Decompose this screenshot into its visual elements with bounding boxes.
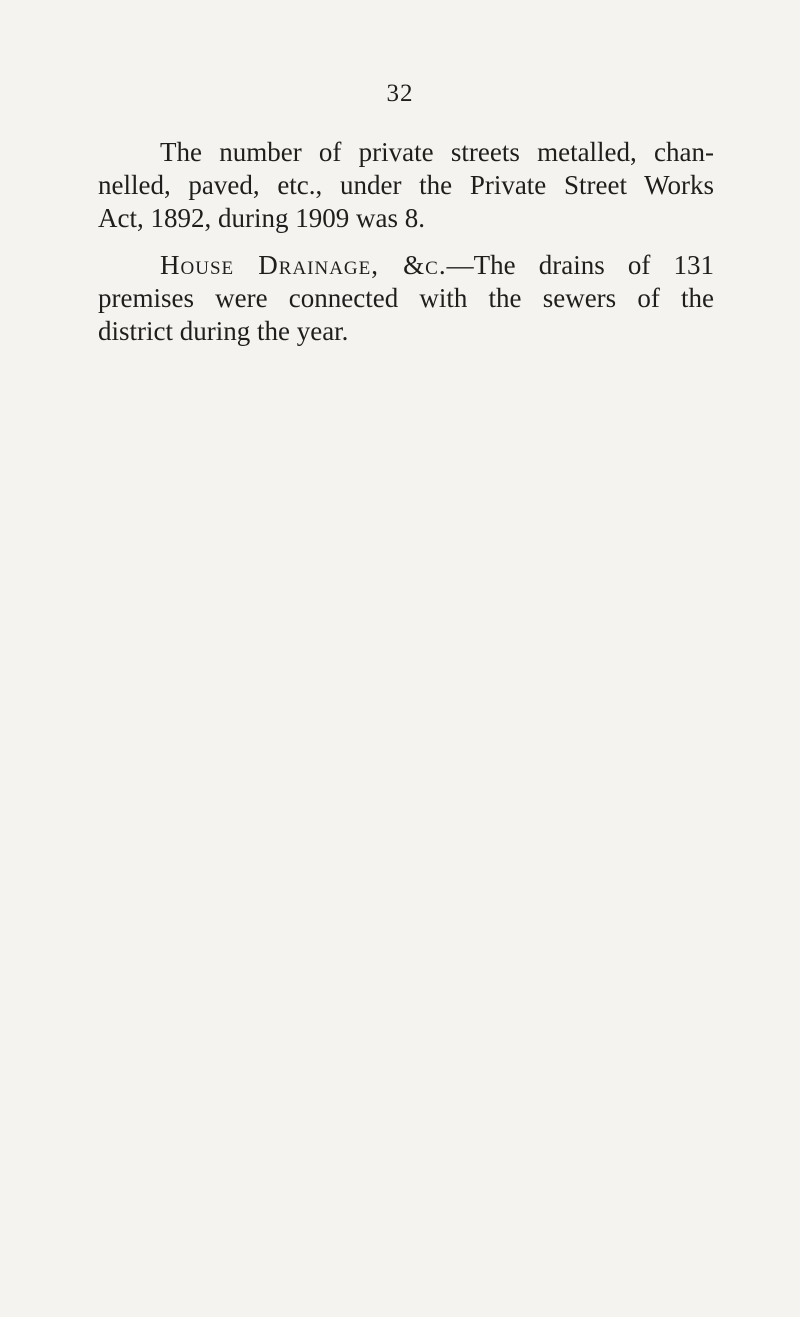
paragraph-private-streets xyxy=(98,136,714,235)
text-line: The number of private streets metalled, chan- xyxy=(160,137,714,167)
section-heading: House Drainage, &c. xyxy=(160,250,447,280)
paragraph-house-drainage xyxy=(98,249,714,348)
text-line xyxy=(98,249,714,282)
text-line: nelled, paved, etc., under the Private Street Works xyxy=(98,170,714,200)
page-number: 32 xyxy=(386,80,414,107)
text-fragment: —The drains of 131 xyxy=(446,250,715,280)
text-line: premises were connected with the sewers of the xyxy=(98,283,714,313)
text-line: district during the year. xyxy=(98,316,349,346)
text-line: Act, 1892, during 1909 was 8. xyxy=(98,203,425,233)
